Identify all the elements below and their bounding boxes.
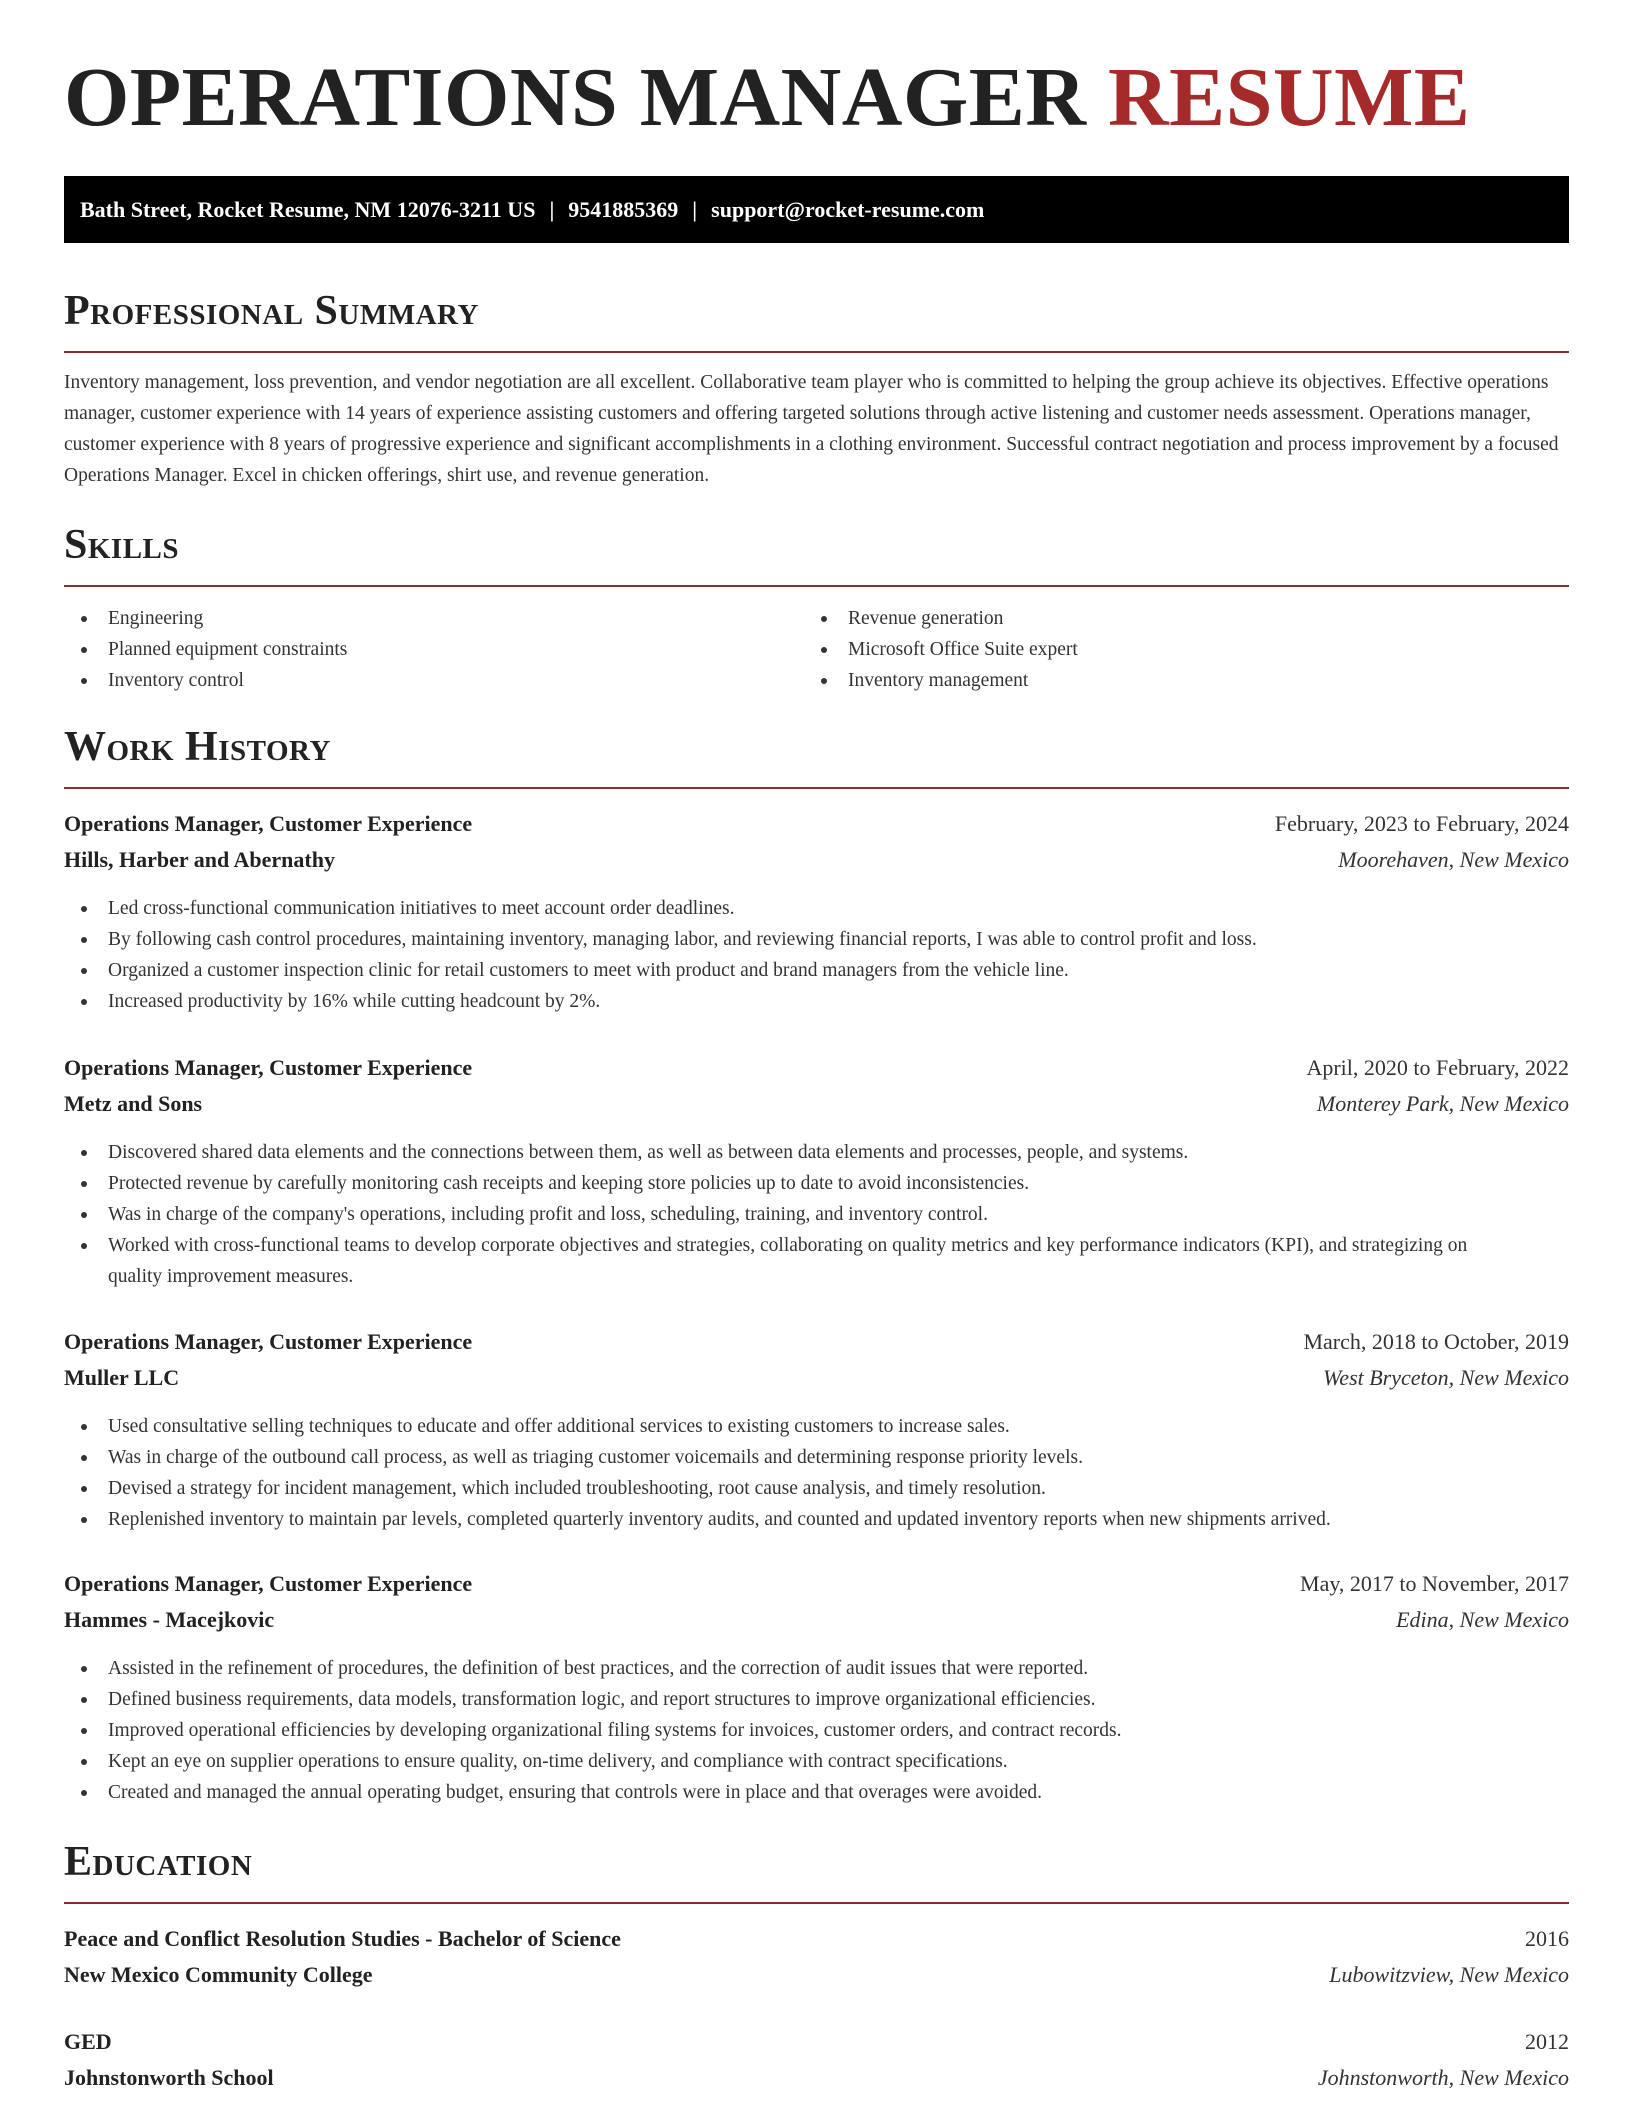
summary-heading: Professional Summary xyxy=(64,288,479,334)
education-year: 2016 xyxy=(1525,1926,1569,1951)
contact-separator: | xyxy=(549,196,555,222)
job-dates: February, 2023 to February, 2024 xyxy=(1274,811,1569,836)
skill-item: Inventory control xyxy=(64,665,764,696)
job-bullet: By following cash control procedures, maintaining inventory, managing labor, and reviewing financial reports, I was able to control profit and loss. xyxy=(64,924,1524,955)
job-title-row xyxy=(64,806,1569,842)
job-bullet: Assisted in the refinement of procedures, the definition of best practices, and the correction of audit issues that were reported. xyxy=(64,1653,1524,1684)
job-bullet: Defined business requirements, data models, transformation logic, and report structures to improve organizational efficiencies. xyxy=(64,1684,1524,1715)
education-school-row xyxy=(64,2060,1569,2096)
skill-item: Microsoft Office Suite expert xyxy=(804,634,1504,665)
contact-bar xyxy=(64,176,1569,243)
skills-list-right xyxy=(804,603,1504,696)
job-bullet: Protected revenue by carefully monitoring cash receipts and keeping store policies up to date to avoid inconsistencies. xyxy=(64,1168,1524,1199)
section-divider xyxy=(64,585,1569,587)
job-bullets xyxy=(64,893,1524,1017)
job-company: Muller LLC xyxy=(64,1365,180,1390)
job-bullets xyxy=(64,1137,1524,1292)
skill-item: Engineering xyxy=(64,603,764,634)
job-bullet: Kept an eye on supplier operations to ensure quality, on-time delivery, and compliance with contract specifications. xyxy=(64,1746,1524,1777)
job-title-row xyxy=(64,1324,1569,1360)
job-bullet: Devised a strategy for incident management, which included troubleshooting, root cause analysis, and timely resolution. xyxy=(64,1473,1524,1504)
work-heading: Work History xyxy=(64,724,331,770)
job-company: Hammes - Macejkovic xyxy=(64,1607,275,1632)
job-title: Operations Manager, Customer Experience xyxy=(64,1055,473,1080)
job-dates: March, 2018 to October, 2019 xyxy=(1303,1329,1569,1354)
education-heading: Education xyxy=(64,1839,253,1885)
education-year: 2012 xyxy=(1525,2029,1569,2054)
contact-phone: 9541885369 xyxy=(568,196,679,222)
contact-email: support@rocket-resume.com xyxy=(711,196,985,222)
education-degree: Peace and Conflict Resolution Studies - Bachelor of Science xyxy=(64,1926,621,1951)
job-title: Operations Manager, Customer Experience xyxy=(64,1329,473,1354)
job-location: Monterey Park, New Mexico xyxy=(1316,1091,1569,1116)
section-divider xyxy=(64,787,1569,789)
skill-item: Revenue generation xyxy=(804,603,1504,634)
job-title: Operations Manager, Customer Experience xyxy=(64,1571,473,1596)
job-bullet: Was in charge of the company's operations, including profit and loss, scheduling, training, and inventory control. xyxy=(64,1199,1524,1230)
job-company: Metz and Sons xyxy=(64,1091,203,1116)
job-bullet: Created and managed the annual operating budget, ensuring that controls were in place and that overages were avoided. xyxy=(64,1777,1524,1808)
skills-heading: Skills xyxy=(64,522,180,568)
job-bullet: Increased productivity by 16% while cutting headcount by 2%. xyxy=(64,986,1524,1017)
job-bullet: Organized a customer inspection clinic for retail customers to meet with product and brand managers from the vehicle line. xyxy=(64,955,1524,986)
job-location: West Bryceton, New Mexico xyxy=(1323,1365,1569,1390)
skill-item: Planned equipment constraints xyxy=(64,634,764,665)
job-location: Edina, New Mexico xyxy=(1396,1607,1569,1632)
job-bullets xyxy=(64,1653,1524,1808)
education-degree-row xyxy=(64,1921,1569,1957)
job-bullet: Was in charge of the outbound call process, as well as triaging customer voicemails and determining response priority levels. xyxy=(64,1442,1524,1473)
summary-text: Inventory management, loss prevention, and vendor negotiation are all excellent. Collaborative team player who is committed to helping the group achieve its objectives. Effective operations manager, customer experience with 14 years of experience assisting customers and offering targeted solutions through active listening and customer needs assessment. Operations manager, customer experience with 8 years of progressive experience and significant accomplishments in a clothing environment. Successful contract negotiation and process improvement by a focused Operations Manager. Excel in chicken offerings, shirt use, and revenue generation. xyxy=(64,372,1559,486)
job-location: Moorehaven, New Mexico xyxy=(1338,847,1569,872)
education-degree: GED xyxy=(64,2029,112,2054)
education-degree-row xyxy=(64,2024,1569,2060)
education-school: Johnstonworth School xyxy=(64,2065,274,2090)
job-dates: April, 2020 to February, 2022 xyxy=(1306,1055,1569,1080)
job-bullet: Discovered shared data elements and the connections between them, as well as between data elements and processes, people, and systems. xyxy=(64,1137,1524,1168)
job-company-row xyxy=(64,1360,1569,1396)
skills-list-left xyxy=(64,603,764,696)
job-title-row xyxy=(64,1050,1569,1086)
job-company: Hills, Harber and Abernathy xyxy=(64,847,335,872)
job-bullet: Worked with cross-functional teams to develop corporate objectives and strategies, collaborating on quality metrics and key performance indicators (KPI), and strategizing on quality improvement measures. xyxy=(64,1230,1524,1292)
job-bullets xyxy=(64,1411,1524,1535)
job-company-row xyxy=(64,1086,1569,1122)
contact-separator: | xyxy=(692,196,698,222)
section-divider xyxy=(64,1902,1569,1904)
resume-title xyxy=(64,51,1471,144)
education-school-row xyxy=(64,1957,1569,1993)
job-title-row xyxy=(64,1566,1569,1602)
job-bullet: Led cross-functional communication initiatives to meet account order deadlines. xyxy=(64,893,1524,924)
job-bullet: Used consultative selling techniques to educate and offer additional services to existing customers to increase sales. xyxy=(64,1411,1524,1442)
contact-address: Bath Street, Rocket Resume, NM 12076-3211 US xyxy=(80,196,536,222)
job-dates: May, 2017 to November, 2017 xyxy=(1300,1571,1569,1596)
title-accent: RESUME xyxy=(1108,51,1471,144)
education-school: New Mexico Community College xyxy=(64,1962,373,1987)
job-bullet: Improved operational efficiencies by developing organizational filing systems for invoices, customer orders, and contract records. xyxy=(64,1715,1524,1746)
skill-item: Inventory management xyxy=(804,665,1504,696)
title-main: OPERATIONS MANAGER xyxy=(64,51,1087,144)
education-location: Johnstonworth, New Mexico xyxy=(1317,2065,1569,2090)
job-title: Operations Manager, Customer Experience xyxy=(64,811,473,836)
section-divider xyxy=(64,351,1569,353)
job-bullet: Replenished inventory to maintain par levels, completed quarterly inventory audits, and counted and updated inventory reports when new shipments arrived. xyxy=(64,1504,1524,1535)
job-company-row xyxy=(64,1602,1569,1638)
job-company-row xyxy=(64,842,1569,878)
education-location: Lubowitzview, New Mexico xyxy=(1329,1962,1569,1987)
